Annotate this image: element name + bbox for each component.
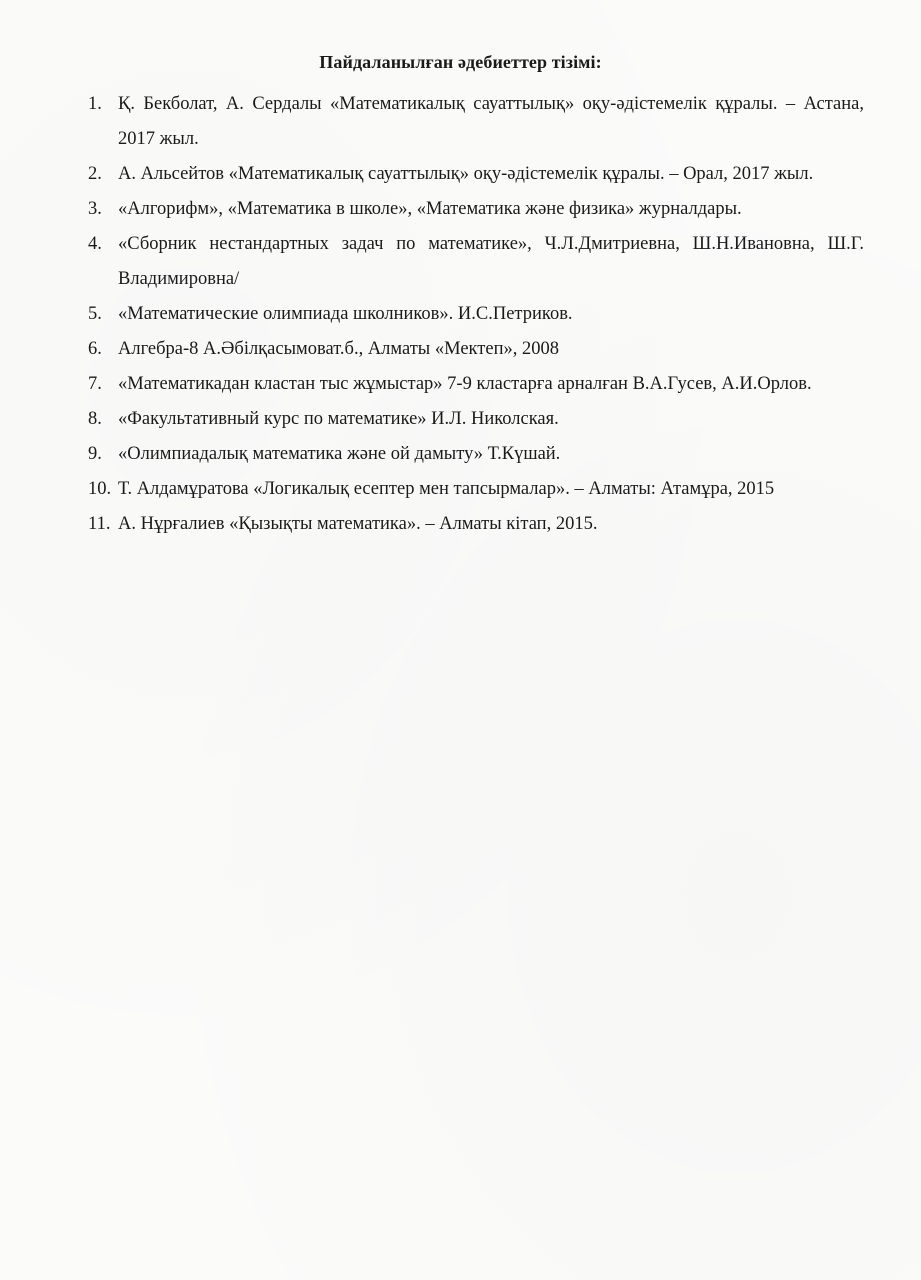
reference-item — [88, 332, 864, 367]
reference-item — [88, 402, 864, 437]
reference-item — [88, 227, 864, 297]
reference-item — [88, 437, 864, 472]
reference-number: 1. — [88, 94, 102, 114]
reference-number: 2. — [88, 164, 102, 184]
reference-number: 4. — [88, 234, 102, 254]
reference-item — [88, 367, 864, 402]
reference-number: 7. — [88, 374, 102, 394]
reference-text: «Алгорифм», «Математика в школе», «Математика және физика» журналдары. — [118, 199, 742, 219]
reference-item — [88, 157, 864, 192]
reference-item — [88, 87, 864, 157]
reference-text: «Математикадан кластан тыс жұмыстар» 7-9 кластарға арналған В.А.Гусев, А.И.Орлов. — [118, 374, 812, 394]
reference-number: 9. — [88, 444, 102, 464]
reference-number: 6. — [88, 339, 102, 359]
reference-text: Т. Алдамұратова «Логикалық есептер мен тапсырмалар». – Алматы: Атамұра, 2015 — [118, 479, 775, 499]
reference-list — [88, 87, 864, 542]
reference-number: 8. — [88, 409, 102, 429]
reference-item — [88, 192, 864, 227]
reference-text: А. Нұрғалиев «Қызықты математика». – Алматы кітап, 2015. — [118, 514, 598, 534]
reference-item — [88, 472, 864, 507]
reference-text: Алгебра-8 А.Әбілқасымоват.б., Алматы «Мектеп», 2008 — [118, 339, 559, 359]
reference-text: «Факультативный курс по математике» И.Л. Николская. — [118, 409, 559, 429]
reference-text: Қ. Бекболат, А. Сердалы «Математикалық сауаттылық» оқу-әдістемелік құралы. – Астана, 2017 жыл. — [118, 94, 864, 149]
reference-number: 10. — [88, 479, 112, 499]
reference-text: «Математические олимпиада школников». И.С.Петриков. — [118, 304, 573, 324]
reference-number: 11. — [88, 514, 111, 534]
page-title: Пайдаланылған әдебиеттер тізімі: — [319, 52, 602, 72]
reference-number: 3. — [88, 199, 102, 219]
reference-text: А. Альсейтов «Математикалық сауаттылық» оқу-әдістемелік құралы. – Орал, 2017 жыл. — [118, 164, 814, 184]
reference-item — [88, 507, 864, 542]
reference-item — [88, 297, 864, 332]
reference-text: «Сборник нестандартных задач по математике», Ч.Л.Дмитриевна, Ш.Н.Ивановна, Ш.Г. Владимировна/ — [118, 234, 864, 289]
reference-text: «Олимпиадалық математика және ой дамыту» Т.Күшай. — [118, 444, 561, 464]
reference-number: 5. — [88, 304, 102, 324]
